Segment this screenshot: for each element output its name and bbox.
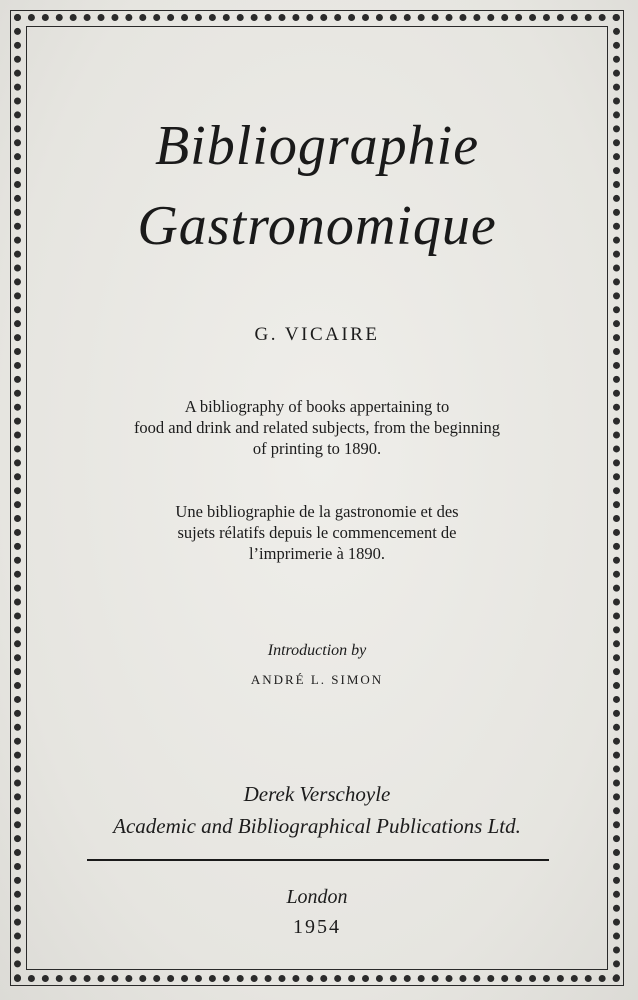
description-english-line: of printing to 1890. [252,439,382,458]
description-english-line: food and drink and related subjects, from the beginning [133,418,501,437]
description-english-line: A bibliography of books appertaining to [184,397,450,416]
publisher-name: Derek Verschoyle [243,782,391,806]
description-french [27,501,607,564]
author-name: G. VICAIRE [254,324,380,345]
introduction-author: ANDRÉ L. SIMON [250,672,384,687]
description-english [27,396,607,459]
horizontal-rule [87,859,549,861]
book-title-line-1: Bibliographie [154,115,480,177]
imprint-city: London [286,886,348,908]
introduction-label: Introduction by [267,642,367,659]
imprint-year: 1954 [293,916,341,938]
title-page-content [27,27,607,969]
description-french-line: l’imprimerie à 1890. [248,544,386,563]
publisher-company: Academic and Bibliographical Publications Ltd. [113,814,521,838]
description-french-line: Une bibliographie de la gastronomie et des [175,502,459,521]
book-title-line-2: Gastronomique [137,195,497,257]
description-french-line: sujets rélatifs depuis le commencement de [177,523,457,542]
